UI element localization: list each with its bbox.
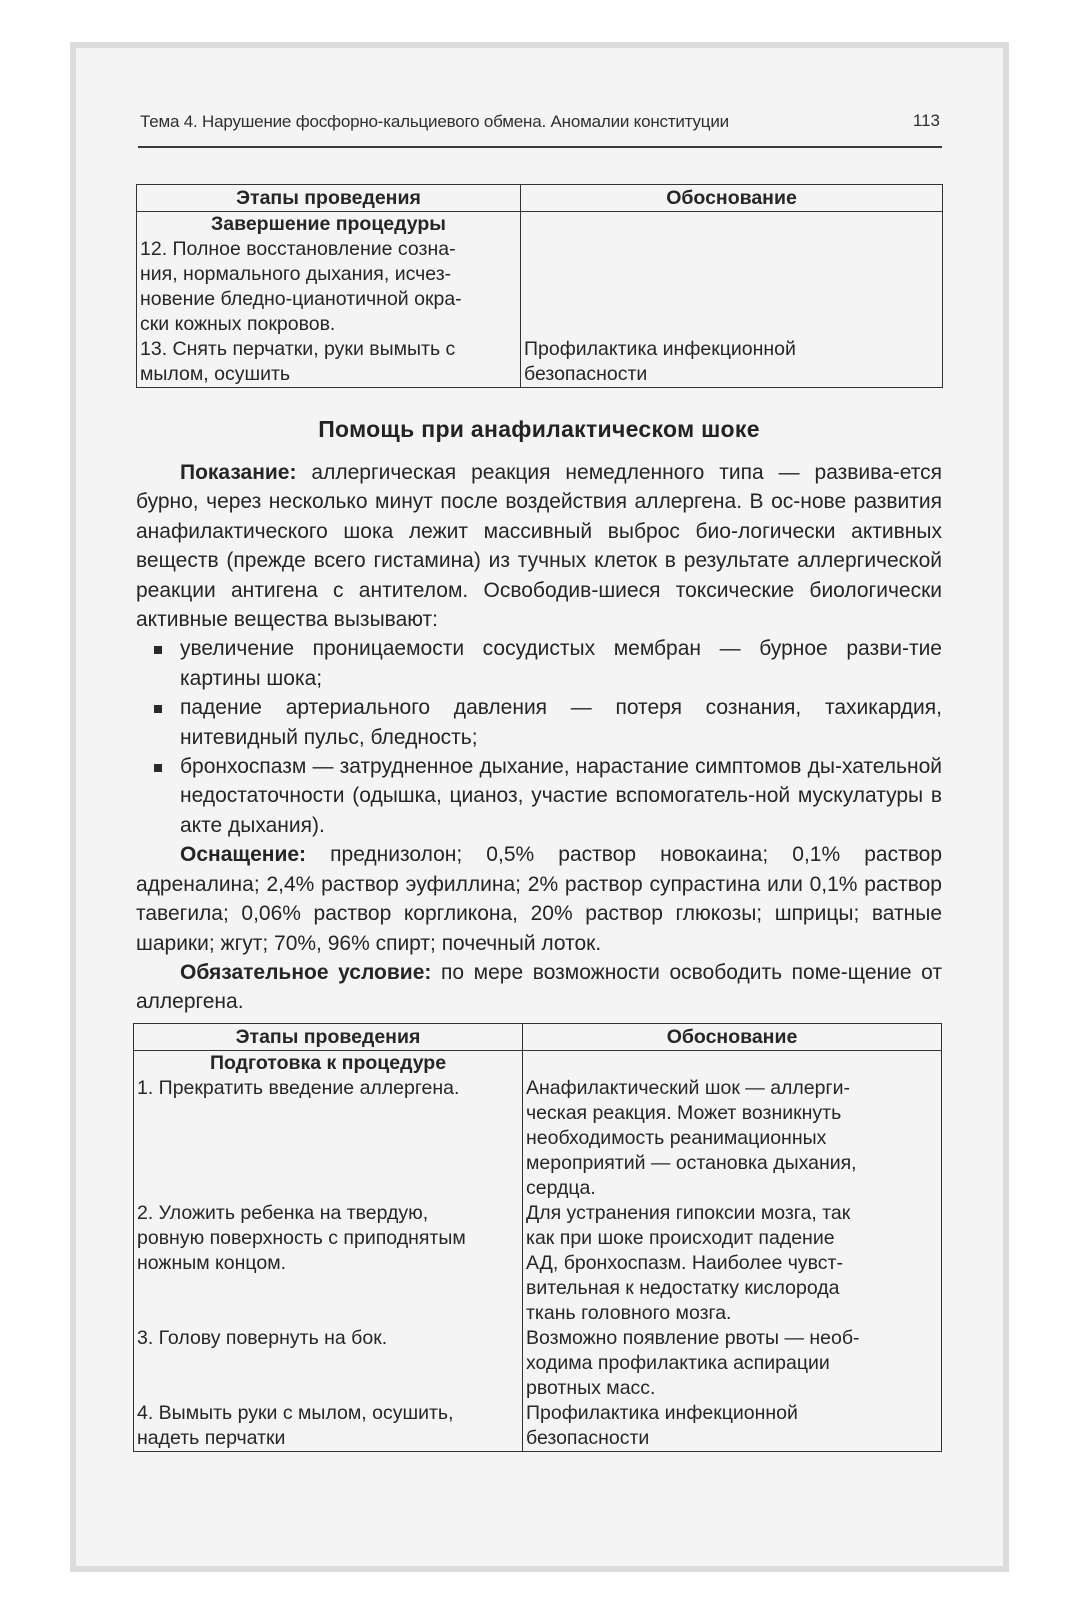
table-header-row <box>137 185 943 212</box>
bullet-square-icon <box>154 646 162 654</box>
table-row <box>134 1201 942 1326</box>
table-row <box>137 337 943 388</box>
step-cell: 4. Вымыть руки с мылом, осушить, надеть перчатки <box>134 1401 523 1452</box>
step-cell <box>134 1051 523 1202</box>
procedure-table-preparation <box>133 1023 942 1452</box>
list-item <box>180 634 942 693</box>
effects-list <box>136 634 942 840</box>
condition-paragraph <box>136 958 942 1017</box>
step-cell <box>137 212 521 338</box>
table-row <box>134 1051 942 1202</box>
rationale-text: Анафилактический шок — аллерги- ческая реакция. Может возникнуть необходимость реанимационных мероприятий — остановка дыхания, сердца. <box>526 1077 857 1199</box>
phase-heading: Завершение процедуры <box>211 213 446 235</box>
indication-paragraph <box>136 458 942 634</box>
step-text: 1. Прекратить введение аллергена. <box>137 1077 460 1099</box>
rationale-cell: Возможно появление рвоты — необ- ходима профилактика аспирации рвотных масс. <box>523 1326 942 1401</box>
rationale-cell <box>521 212 943 338</box>
section-heading: Помощь при анафилактическом шоке <box>318 416 760 442</box>
rationale-cell <box>523 1051 942 1202</box>
column-header-rationale: Обоснование <box>521 185 943 212</box>
running-header <box>138 108 942 148</box>
phase-heading: Подготовка к процедуре <box>209 1052 447 1074</box>
table-row <box>134 1326 942 1401</box>
condition-text: по мере возможности освободить поме-щение от аллергена. <box>136 960 942 1014</box>
list-item <box>180 752 942 840</box>
equipment-label: Оснащение: <box>180 843 307 867</box>
table-header-row <box>134 1024 942 1051</box>
indication-text: аллергическая реакция немедленного типа — развива-ется бурно, через несколько минут после воздействия аллергена. В ос-нове развития анафилактического шока лежит массивный выброс био-логически активных веществ (прежде всего гистамина) из тучных клеток в результате аллергической реакции антигена с антителом. Освободив-шиеся токсические биологически активные вещества вызывают: <box>136 461 942 632</box>
running-header-title: Тема 4. Нарушение фосфорно-кальциевого обмена. Аномалии конституции <box>140 112 729 131</box>
rationale-cell: Для устранения гипоксии мозга, так как при шоке происходит падение АД, бронхоспазм. Наиболее чувст- вительная к недостатку кислорода ткань головного мозга. <box>523 1201 942 1326</box>
table-row <box>137 212 943 338</box>
column-header-steps: Этапы проведения <box>137 185 521 212</box>
procedure-table-completion <box>136 184 943 388</box>
equipment-paragraph <box>136 840 942 958</box>
step-cell: 13. Снять перчатки, руки вымыть с мылом, осушить <box>137 337 521 388</box>
bullet-square-icon <box>154 764 162 772</box>
column-header-steps: Этапы проведения <box>134 1024 523 1051</box>
section-body <box>136 458 942 1017</box>
table-row <box>134 1401 942 1452</box>
indication-label: Показание: <box>180 461 297 484</box>
page-number: 113 <box>912 111 940 130</box>
step-cell: 2. Уложить ребенка на твердую, ровную поверхность с приподнятым ножным концом. <box>134 1201 523 1326</box>
list-item-text: падение артериального давления — потеря сознания, тахикардия, нитевидный пульс, бледность; <box>180 696 942 749</box>
step-text: 12. Полное восстановление созна- ния, нормального дыхания, исчез- новение бледно-цианотичной окра- ски кожных покровов. <box>140 238 462 335</box>
rationale-cell: Профилактика инфекционной безопасности <box>523 1401 942 1452</box>
list-item-text: увеличение проницаемости сосудистых мембран — бурное разви-тие картины шока; <box>180 637 942 690</box>
list-item <box>180 693 942 752</box>
column-header-rationale: Обоснование <box>523 1024 942 1051</box>
step-cell: 3. Голову повернуть на бок. <box>134 1326 523 1401</box>
list-item-text: бронхоспазм — затрудненное дыхание, нарастание симптомов ды-хательной недостаточности (одышка, цианоз, участие вспомогатель-ной мускулатуры в акте дыхания). <box>180 755 942 837</box>
condition-label: Обязательное условие: <box>180 960 432 984</box>
bullet-square-icon <box>154 705 162 713</box>
equipment-text: преднизолон; 0,5% раствор новокаина; 0,1% раствор адреналина; 2,4% раствор эуфиллина; 2% раствор супрастина или 0,1% раствор тавегила; 0,06% раствор коргликона, 20% раствор глюкозы; шприцы; ватные шарики; жгут; 70%, 96% спирт; почечный лоток. <box>136 843 942 955</box>
rationale-cell: Профилактика инфекционной безопасности <box>521 337 943 388</box>
